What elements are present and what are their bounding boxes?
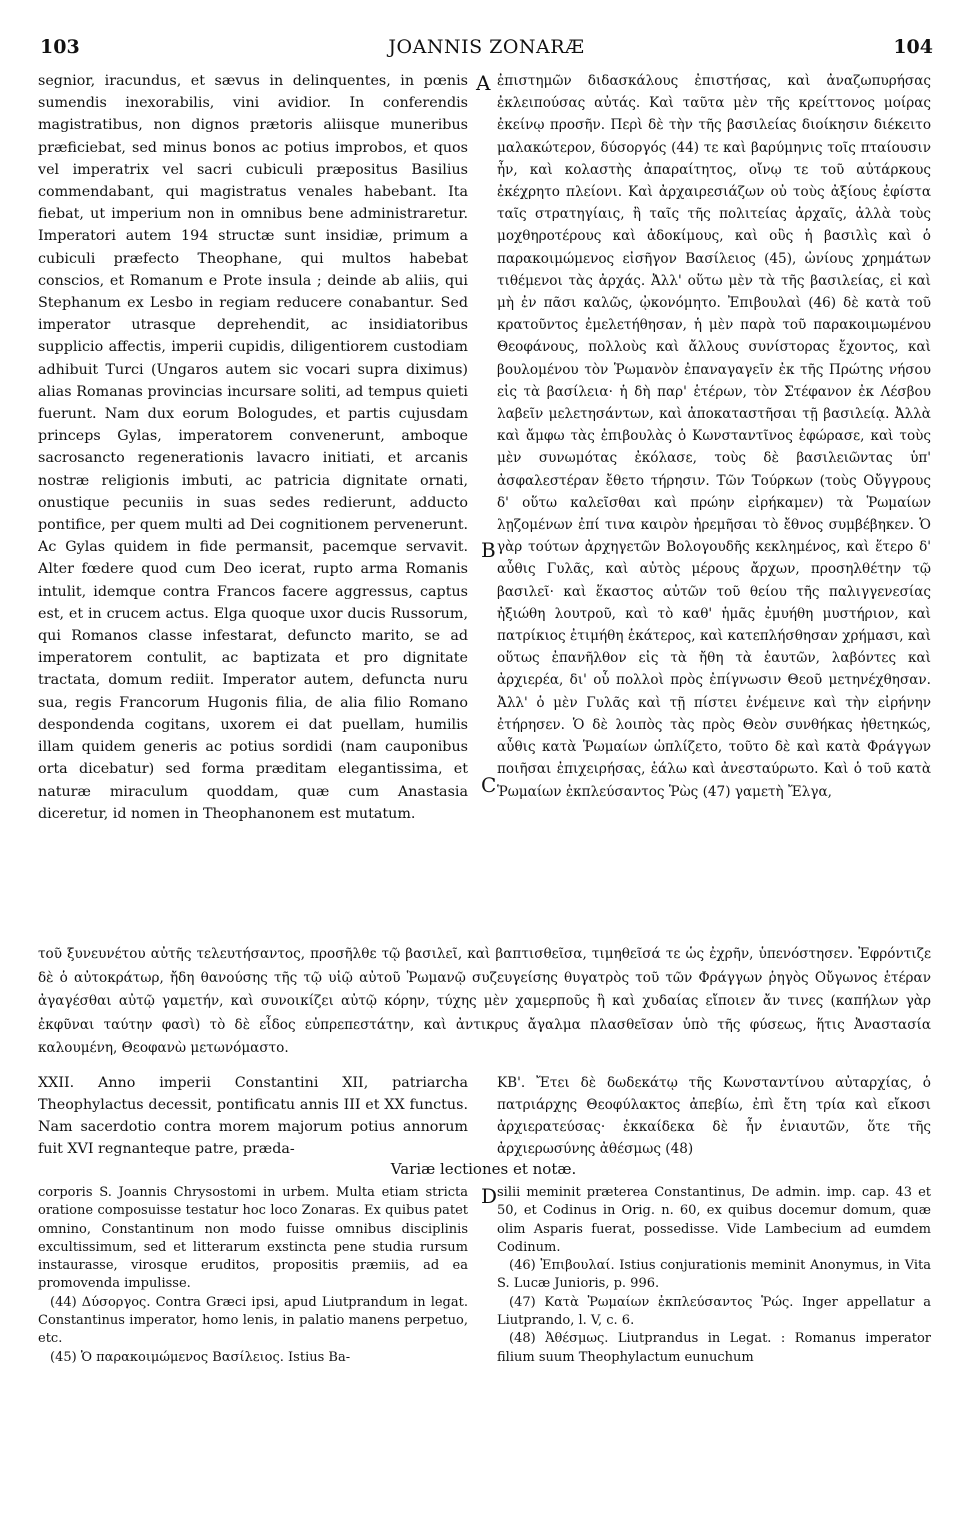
- running-title: JOANNIS ZONARÆ: [388, 36, 585, 58]
- note-entry: silii meminit præterea Constantinus, De admin. imp. cap. 43 et 50, et Codinus in Orig. n. 60, ex quibus docemur domum, quæ olim Asparis fuerat, possedisse. Vide Lambecium ad eumdem Codinum.: [497, 1185, 931, 1255]
- page-header: [40, 36, 933, 66]
- note-entry: (47) Κατὰ Ῥωμαίων ἐκπλεύσαντος Ῥώς. Inger appellatur a Liutprando, l. V, c. 6.: [497, 1294, 931, 1329]
- greek-full-width-text: [38, 943, 931, 1061]
- greek-continuation-paragraph: τοῦ ξυνευνέτου αὐτῆς τελευτήσαντος, προσῆλθε τῷ βασιλεῖ, καὶ βαπτισθεῖσα, τιμηθεῖσά τε ὡς ἐχρῆν, ὑπενόστησεν. Ἐφρόντιζε δὲ ὁ αὐτοκράτωρ, ἤδη θανούσης τῆς τῷ υἱῷ αὐτοῦ Ῥωμανῷ συζευγείσης θυγατρὸς τοῦ τῶν Φράγγων ῥηγὸς Οὔγωνος ἑτέραν ἀγαγέσθαι αὐτῷ γαμετήν, καὶ συνοικίζει αὐτῷ κόρην, τύχης μὲν χαμερποῦς ἢ καὶ χυδαίας εἴποιεν ἄν τινες (καπήλων γὰρ ἐκφῦναι ταύτην φασὶ) τὸ δὲ εἶδος εὐπρεπεστάτην, καὶ ἀντικρυς ἄγαλμα πλασθεῖσαν ὑπὸ τῆς φύσεως, ἥτις Ἀναστασία καλουμένη, Θεοφανὼ μετωνόμαστο.: [38, 946, 931, 1056]
- note-entry: (46) Ἐπιβουλαί. Istius conjurationis meminit Anonymus, in Vita S. Lucæ Junioris, p. 996.: [497, 1258, 931, 1292]
- section-marker-d: D: [481, 1184, 498, 1208]
- page-number-left: 103: [40, 36, 80, 58]
- page-number-right: 104: [893, 36, 933, 58]
- section-marker-c: C: [481, 773, 497, 797]
- greek-chapter-paragraph: ΚΒ'. Ἔτει δὲ δωδεκάτῳ τῆς Κωνσταντίνου αὐταρχίας, ὁ πατριάρχης Θεοφύλακτος ἀπεβίω, ἐπὶ ἔτη τρία καὶ εἴκοσι ἀρχιερατεύσας· ἐκκαίδεκα δὲ ἦν ἐνιαυτῶν, ὅτε τῆς ἀρχιερωσύνης ἀθέσμως (48): [497, 1075, 931, 1157]
- latin-text-column: [38, 70, 468, 940]
- greek-chapter-kb: [497, 1072, 931, 1160]
- section-marker-a: A: [476, 71, 491, 95]
- notes-heading: Variæ lectiones et notæ.: [390, 1160, 577, 1178]
- note-entry: (44) Δύσοργος. Contra Græci ipsi, apud Liutprandum in legat. Constantinus imperator, homo lenis, in palatio manens perpetuo, etc.: [38, 1294, 468, 1347]
- latin-paragraph: segnior, iracundus, et sævus in delinquentes, in pœnis sumendis inexorabilis, vini avidior. In conferendis magistratibus, non dignos prætoris aliisque muneribus præficiebat, sed minus bonos ac potius improbos, et quos vel imperatrix vel sacri cubiculi præpositus Basilius commendabant, qui magistratus venales habebant. Ita fiebat, ut imperium non in omnibus bene administraretur. Imperatori autem 194 structæ sunt insidiæ, primum a cubiculi præfecto Theophane, qui multos habebat conscios, et Romanum e Prote insula ; deinde ab aliis, qui Stephanum ex Lesbo in regiam reducere conabantur. Sed imperator utrasque deprehendit, ac insidiatoribus supplicio affectis, imperii cupidis, diligentiorem custodiam adhibuit Turci (Ungaros autem sic vocari supra diximus) alias Romanas provincias incursare soliti, ad tempus quieti fuerunt. Nam dux eorum Bologudes, et partis cujusdam princeps Gylas, imperatorem convenerunt, amboque sacrosancto regenerationis lavacro initiati, et arcanis nostræ religionis imbuti, ac patricia dignitate ornati, onustique pecuniis in suas sedes redierunt, adducto pontifice, per quem multi ad Dei cognitionem pervenerunt. Ac Gylas quidem in fide permansit, pacemque servavit. Alter fœdere quod cum Deo icerat, rupto arma Romanis intulit, idemque contra Francos facere aggressus, captus est, et in crucem actus. Elga quoque uxor ducis Russorum, qui Romanos classe infestarat, defuncto marito, se ad imperatorem contulit, ac baptizata et pro dignitate tractata, domum rediit. Imperator autem, defuncta nuru sua, regis Francorum Hugonis filia, de alia filio Romano despondenda cogitans, uxorem ei dat puellam, humilis illam quidem generis ac potius sordidi (nam cauponibus orta dicebatur) sed forma præditam elegantissima, et naturæ miraculum quoddam, quæ cum Anastasia diceretur, id nomen in Theophanonem est mutatum.: [38, 73, 468, 822]
- note-entry: (48) Ἀθέσμως. Liutprandus in Legat. : Romanus imperator filium suum Theophylactum eunuchum: [497, 1331, 931, 1365]
- note-entry: corporis S. Joannis Chrysostomi in urbem. Multa etiam stricta oratione composuisse testatur hoc loco Zonaras. Ex quibus patet omnino, Constantinum non modo fuisse omnibus disciplinis excultissimum, sed et litterarum exstincta pene studia rursum instaurasse, virosque eruditos, propositis præmiis, ad ea promovenda impulisse.: [38, 1185, 468, 1292]
- note-entry: (45) Ὁ παρακοιμώμενος Βασίλειος. Istius Ba-: [50, 1349, 351, 1365]
- greek-text-column: [497, 70, 931, 940]
- greek-paragraph: ἐπιστημῶν διδασκάλους ἐπιστήσας, καὶ ἀναζωπυρήσας ἐκλειπούσας αὐτάς. Καὶ ταῦτα μὲν τῆς κρείττονος μοίρας ἐκείνῳ προσῆν. Περὶ δὲ τὴν τῆς βασιλείας διοίκησιν διέκειτο μαλακώτερον, δύσοργός (44) τε καὶ βαρύμηνις τοῖς πταίουσιν ἦν, καὶ κολαστὴς ἀπαραίτητος, οἴνῳ τε τοῦ αὐτάρκους ἐκέχρητο πλείονι. Καὶ ἀρχαιρεσιάζων οὐ τοὺς ἀξίους ἐφίστα ταῖς στρατηγίαις, ἢ ταῖς τῆς πολιτείας ἀρχαῖς, ἀλλὰ τοὺς μοχθηροτέρους καὶ ἀδοκίμους, καὶ οὓς ἡ βασιλὶς καὶ ὁ παρακοιμώμενος εἰσῆγον Βασίλειος (45), ὠνίους χρημάτων τιθέμενοι τὰς ἀρχάς. Ἀλλ' οὕτω μὲν τὰ τῆς βασιλείας, εἰ καὶ μὴ ἐν πᾶσι καλῶς, ᾠκονόμητο. Ἐπιβουλαὶ (46) δὲ κατὰ τοῦ κρατοῦντος ἐμελετήθησαν, ἡ μὲν παρὰ τοῦ παρακοιμωμένου Θεοφάνους, πολλοὺς καὶ ἄλλους συνίστορας ἔχοντος, καὶ βουλομένου τὸν Ῥωμανὸν ἐπαναγαγεῖν ἐκ τῆς Πρώτης νήσου εἰς τὰ βασίλεια· ἡ δὴ παρ' ἑτέρων, τὸν Στέφανον ἐκ Λέσβου λαβεῖν μελετησάντων, καὶ ἀποκαταστῆσαι τῇ βασιλείᾳ. Ἀλλὰ καὶ ἄμφω τὰς ἐπιβουλὰς ὁ Κωνσταντῖνος ἐφώρασε, καὶ τοὺς μὲν συνωμότας ἐκόλασε, τοὺς δὲ βασιλειῶντας ὑπ' ἀσφαλεστέραν ἔθετο τήρησιν. Τῶν Τούρκων (τοὺς Οὔγγρους δ' οὕτω καλεῖσθαι καὶ πρώην εἰρήκαμεν) τὰ Ῥωμαίων λῃζομένων ἐπί τινα καιρὸν ἠρεμῆσαι τὸ ἔθνος συμβέβηκεν. Ὁ γὰρ τούτων ἀρχηγετῶν Βολογουδῆς κεκλημένος, καὶ ἕτερο δ' αὖθις Γυλᾶς, καὶ αὐτὸς μέρους ἄρχων, προσηλθέτην τῷ βασιλεῖ· καὶ ἕκαστος αὐτῶν τοῦ θείου τῆς παλιγγενεσίας ἠξιώθη λουτροῦ, καὶ τὸ καθ' ἡμᾶς ἐμυήθη μυστήριον, καὶ πατρίκιος ἐτιμήθη ἑκάτερος, καὶ κατεπλήσθησαν χρήμασι, καὶ οὕτως ἐπανῆλθον εἰς τὰ ἤθη τὰ ἑαυτῶν, λαβόντες καὶ ἀρχιερέα, δι' οὗ πολλοὶ πρὸς ἐπίγνωσιν Θεοῦ μετηνέχθησαν. Ἀλλ' ὁ μὲν Γυλᾶς καὶ τῇ πίστει ἐνέμεινε καὶ τὴν εἰρήνην ἐτήρησεν. Ὁ δὲ λοιπὸς τὰς πρὸς Θεὸν συνθήκας ἠθετηκώς, αὖθις κατὰ Ῥωμαίων ὡπλίζετο, τοῦτο δὲ καὶ κατὰ Φράγγων ποιῆσαι ἐπιχειρήσας, ἑάλω καὶ ἀνεσταύρωτο. Καὶ ὁ τοῦ κατὰ Ῥωμαίων ἐκπλεύσαντος Ῥὼς (47) γαμετὴ Ἔλγα,: [497, 73, 931, 800]
- latin-chapter-paragraph: XXII. Anno imperii Constantini XII, patriarcha Theophylactus decessit, pontificatu annis III et XX functus. Nam sacerdotio contra morem majorum potius annorum fuit XVI regnanteque patre, præda-: [38, 1075, 468, 1157]
- notes-right-column: [497, 1184, 931, 1367]
- section-marker-b: B: [481, 538, 496, 562]
- notes-left-column: [38, 1184, 468, 1367]
- latin-chapter-xxii: [38, 1072, 468, 1160]
